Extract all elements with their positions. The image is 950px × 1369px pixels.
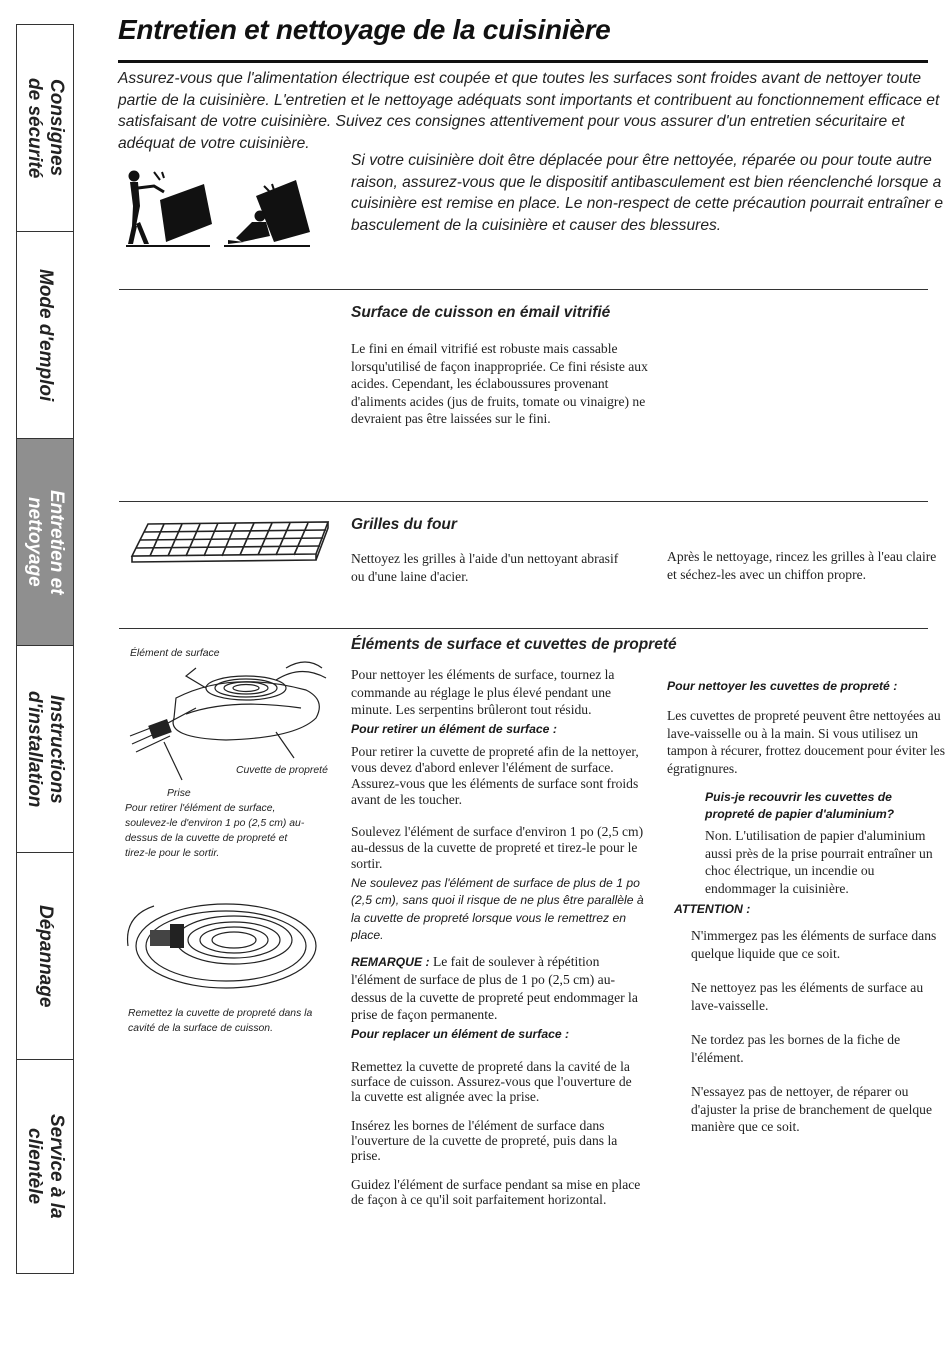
enamel-heading: Surface de cuisson en émail vitrifié	[351, 304, 611, 321]
attention-item: Ne nettoyez pas les éléments de surface au lave-vaisselle.	[691, 980, 924, 1013]
clean-drip-pans-subheading: Pour nettoyer les cuvettes de propreté :	[667, 679, 898, 693]
tab-customer-service[interactable]	[17, 1060, 73, 1273]
replace-text-3: Guidez l'élément de surface pendant sa mise en place de façon à ce qu'il soit parfaitement horizontal.	[351, 1176, 641, 1207]
section-divider	[119, 501, 928, 502]
anti-tip-warning: Si votre cuisinière doit être déplacée pour être nettoyée, réparée ou pour toute autre raison, assurez-vous que le dispositif antibasculement est bien réenclenché lorsque a cuisinière est remise en place. Le non-respect de cette précaution pourrait entraîner e basculement de la cuisinière et causer des blessures.	[351, 152, 944, 234]
replace-text-2: Insérez les bornes de l'élément de surface dans l'ouverture de la cuvette de propreté, puis dans la prise.	[351, 1117, 618, 1163]
tab-label: Mode d'emploi	[35, 268, 56, 402]
label-surface-element: Élément de surface	[130, 648, 220, 659]
tab-operation[interactable]	[17, 232, 73, 439]
anti-tip-warning-icon	[124, 166, 314, 250]
tab-troubleshooting[interactable]	[17, 853, 73, 1060]
label-plug: Prise	[167, 788, 191, 799]
elements-column-1	[351, 666, 644, 1207]
tab-label: Consignes de sécurité	[24, 77, 67, 179]
replace-text-1: Remettez la cuvette de propreté dans la cavité de la surface de cuisson. Assurez-vous que l'ouverture de la cuvette est alignée avec la prise.	[351, 1058, 632, 1104]
fig2-caption: Remettez la cuvette de propreté dans la cavité de la surface de cuisson.	[128, 1008, 313, 1034]
title-rule	[118, 60, 928, 63]
remarque-text: Le fait de soulever à répétition l'élément de surface de plus de 1 po (2,5 cm) au-dessus de la cuvette de propreté peut endommager la prise de façon permanente.	[351, 953, 638, 1022]
tab-label: Service à la clientèle	[24, 1114, 67, 1219]
page-title: Entretien et nettoyage de la cuisinière	[118, 14, 611, 45]
elements-heading: Éléments de surface et cuvettes de propreté	[351, 636, 677, 653]
label-drip-pan: Cuvette de propreté	[236, 765, 328, 776]
remove-text-2: Assurez-vous que les éléments de surface sont froids avant de les toucher.	[351, 775, 639, 807]
attention-item: Ne tordez pas les bornes de la fiche de l'élément.	[691, 1032, 901, 1065]
tab-label: Instructions d'installation	[24, 690, 67, 808]
attention-label: ATTENTION :	[674, 902, 751, 916]
foil-question: Puis-je recouvrir les cuvettes de propreté de papier d'aluminium?	[705, 790, 895, 821]
tab-installation[interactable]	[17, 646, 73, 853]
tab-safety[interactable]	[17, 25, 73, 232]
remove-text-3: Soulevez l'élément de surface d'environ 1 po (2,5 cm) au-dessus de la cuvette de propreté et tirez-le pour le sortir.	[351, 823, 644, 871]
intro-text: Assurez-vous que l'alimentation électrique est coupée et que toutes les surfaces sont froides avant de nettoyer toute partie de la cuisinière. L'entretien et le nettoyage adéquats sont importants et contribuent au fonctionnement efficace et satisfaisant de votre cuisinière. Suivez ces consignes attentivement pour vous assurer d'un entretien sécuritaire et adéquat de votre cuisinière.	[118, 70, 940, 152]
remove-element-subheading: Pour retirer un élément de surface :	[351, 721, 557, 736]
racks-text-right: Après le nettoyage, rincez les grilles à l'eau claire et séchez-les avec un chiffon propre.	[667, 549, 937, 582]
replace-element-subheading: Pour replacer un élément de surface :	[351, 1026, 570, 1041]
section-divider	[119, 289, 928, 290]
fig1-caption: Pour retirer l'élément de surface, soulevez-le d'environ 1 po (2,5 cm) au-dessus de la cuvette de propreté et tirez-le pour le sortir.	[125, 803, 305, 859]
clean-drip-pans-text: Les cuvettes de propreté peuvent être nettoyées au lave-vaisselle ou à la main. Si vous utilisez un tampon à récurer, frottez doucement pour éviter les égratignures.	[667, 708, 946, 776]
remarque-note	[351, 953, 644, 1024]
enamel-text: Le fini en émail vitrifié est robuste mais cassable lorsqu'utilisé de façon inappropriée. Ce fini résiste aux acides. Cependant, les éclaboussures provenant d'aliments acides (jus de fruits, tomate ou vinaigre) ne devraient pas être laissées sur le fini.	[351, 341, 648, 426]
elements-column-2	[667, 678, 947, 1136]
attention-item: N'essayez pas de nettoyer, de réparer ou d'ajuster la prise de branchement de quelque manière que ce soit.	[691, 1084, 932, 1134]
clean-elements-text: Pour nettoyer les éléments de surface, tournez la commande au réglage le plus élevé pendant une minute. Les serpentins brûleront tout résidu.	[351, 667, 615, 717]
racks-text-left: Nettoyez les grilles à l'aide d'un nettoyant abrasif ou d'une laine d'acier.	[351, 551, 619, 584]
tab-care-cleaning[interactable]	[17, 439, 73, 646]
oven-rack-icon	[128, 518, 334, 566]
drip-pan-illustration	[124, 886, 320, 998]
racks-heading: Grilles du four	[351, 516, 457, 533]
sidebar-tabs	[16, 24, 74, 1274]
lift-warning: Ne soulevez pas l'élément de surface de plus de 1 po (2,5 cm), sans quoi il risque de ne plus être parallèle à la cuvette de propreté lorsque vous le remettrez en place.	[351, 875, 644, 942]
foil-answer: Non. L'utilisation de papier d'aluminium aussi près de la prise pourrait entraîner un choc électrique, un incendie ou endommager la cuisinière.	[705, 828, 933, 896]
tab-label: Entretien et nettoyage	[24, 489, 67, 595]
remarque-label: REMARQUE :	[351, 954, 430, 969]
attention-item: N'immergez pas les éléments de surface dans quelque liquide que ce soit.	[691, 928, 937, 961]
tab-label: Dépannage	[35, 904, 56, 1008]
remove-text-1: Pour retirer la cuvette de propreté afin de la nettoyer, vous devez d'abord enlever l'élément de surface.	[351, 743, 639, 775]
section-divider	[119, 628, 928, 629]
